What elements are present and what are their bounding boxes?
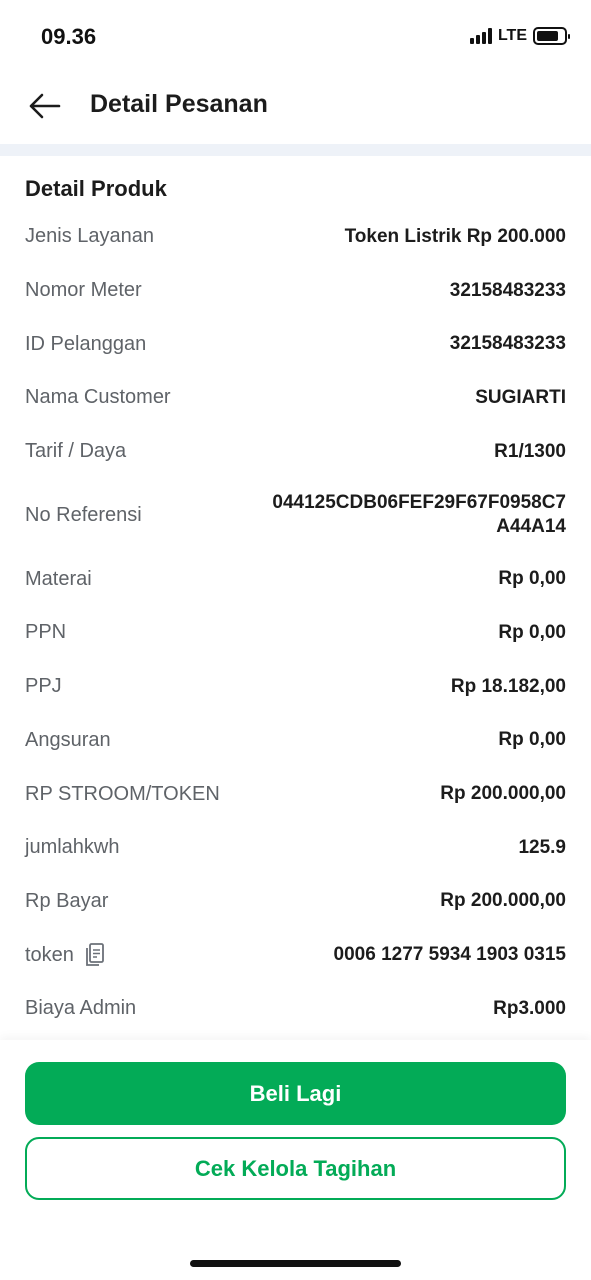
detail-list (25, 210, 566, 1036)
row-value: 32158483233 (449, 279, 566, 301)
row-label: No Referensi (25, 503, 142, 526)
row-label: Nomor Meter (25, 279, 142, 302)
row-value: Rp 0,00 (498, 568, 566, 590)
row-label: ID Pelanggan (25, 332, 147, 355)
row-value: Rp 0,00 (498, 621, 566, 643)
arrow-left-icon (27, 92, 61, 120)
status-indicators (470, 26, 567, 46)
row-value: Rp 200.000,00 (440, 783, 566, 805)
row-jumlah-kwh (25, 821, 566, 875)
row-value: 125.9 (518, 836, 566, 858)
row-ppj (25, 660, 566, 714)
back-button[interactable] (26, 88, 62, 124)
row-label: Nama Customer (25, 386, 171, 409)
row-ppn (25, 606, 566, 660)
row-jenis-layanan (25, 210, 566, 264)
battery-icon (533, 27, 567, 45)
row-value: R1/1300 (494, 440, 566, 462)
row-value: Rp 0,00 (498, 729, 566, 751)
row-label-container (25, 942, 106, 968)
row-rp-bayar (25, 875, 566, 929)
row-rp-stroom (25, 767, 566, 821)
bottom-actions (0, 1040, 591, 1280)
row-id-pelanggan (25, 317, 566, 371)
row-nama-customer (25, 371, 566, 425)
row-label: Angsuran (25, 728, 111, 751)
row-nomor-meter (25, 264, 566, 318)
row-label: Materai (25, 567, 92, 590)
status-bar (0, 0, 591, 72)
row-label: PPN (25, 621, 67, 644)
signal-icon (470, 28, 492, 44)
row-value: 32158483233 (449, 333, 566, 355)
status-time: 09.36 (41, 24, 97, 49)
network-type: LTE (497, 27, 527, 44)
row-token (25, 928, 566, 982)
row-label: Jenis Layanan (25, 225, 154, 248)
row-label: PPJ (25, 675, 62, 698)
section-title: Detail Produk (25, 176, 167, 201)
row-angsuran (25, 714, 566, 768)
row-value: Rp 200.000,00 (440, 890, 566, 912)
row-value: SUGIARTI (475, 386, 566, 408)
row-value: 044125CDB06FEF29F67F0958C7A44A14 (272, 492, 566, 538)
row-biaya-admin (25, 982, 566, 1036)
app-header (0, 72, 591, 144)
buy-again-button[interactable]: Beli Lagi (25, 1062, 566, 1125)
row-label: Tarif / Daya (25, 440, 127, 463)
manage-bills-button[interactable]: Cek Kelola Tagihan (25, 1137, 566, 1200)
row-value: Token Listrik Rp 200.000 (344, 225, 566, 247)
row-label: token (25, 943, 74, 966)
row-label: RP STROOM/TOKEN (25, 782, 220, 805)
row-value: Rp3.000 (493, 997, 566, 1019)
row-materai (25, 552, 566, 606)
token-value[interactable]: 0006 1277 5934 1903 0315 (333, 944, 566, 966)
row-tarif-daya (25, 425, 566, 479)
row-label: jumlahkwh (25, 836, 120, 859)
section-divider (0, 144, 591, 156)
row-label: Rp Bayar (25, 889, 109, 912)
copy-icon[interactable] (84, 942, 106, 968)
row-no-referensi (25, 478, 566, 552)
row-label: Biaya Admin (25, 997, 137, 1020)
home-indicator[interactable] (190, 1260, 401, 1267)
row-value: Rp 18.182,00 (450, 675, 566, 697)
page-title: Detail Pesanan (90, 90, 268, 118)
